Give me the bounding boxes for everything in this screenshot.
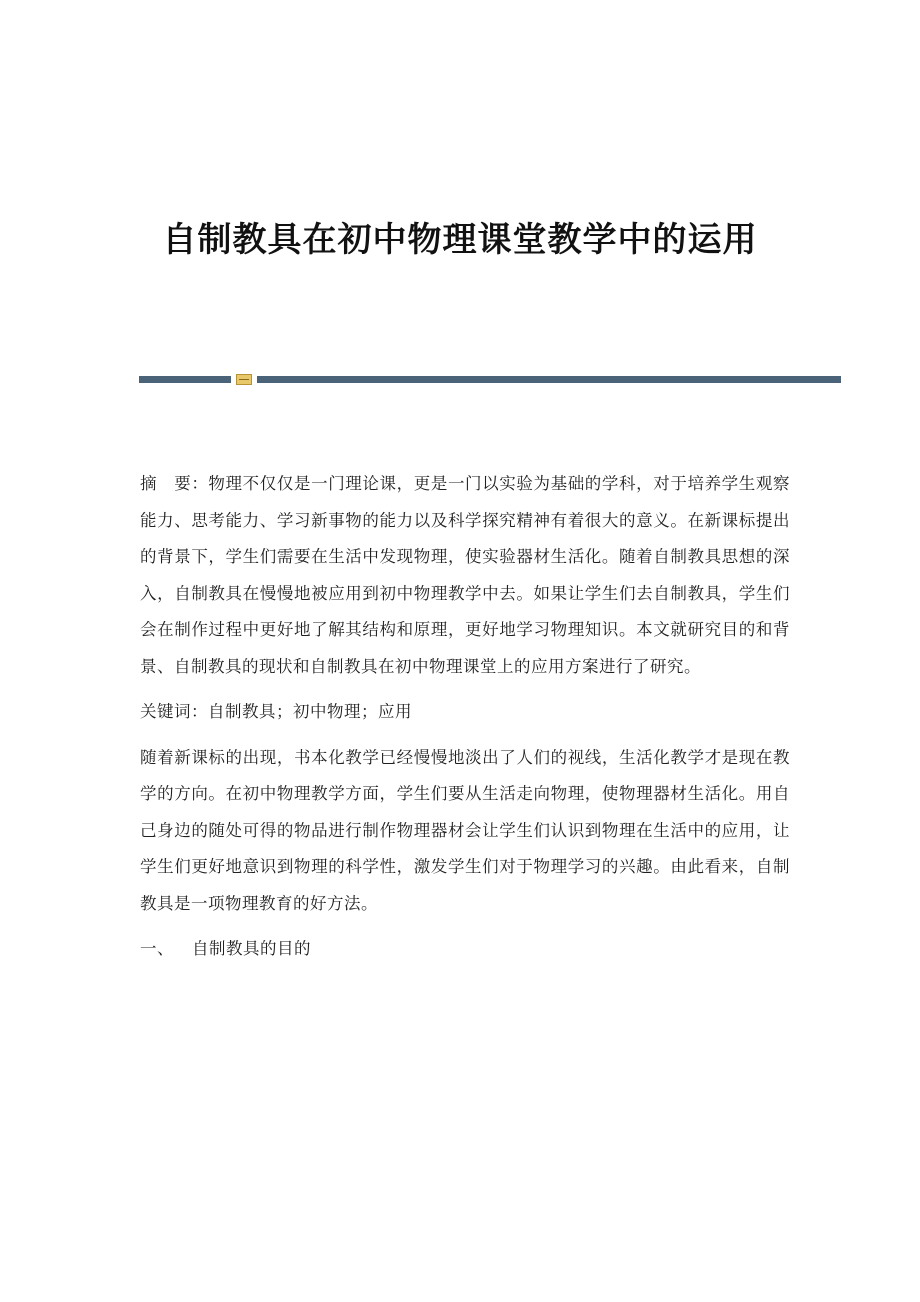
title-divider (139, 375, 841, 384)
abstract-paragraph: 摘 要：物理不仅仅是一门理论课，更是一门以实验为基础的学科，对于培养学生观察能力、思考能力、学习新事物的能力以及科学探究精神有着很大的意义。在新课标提出的背景下，学生们需要在生活中发现物理，使实验器材生活化。随着自制教具思想的深入，自制教具在慢慢地被应用到初中物理教学中去。如果让学生们去自制教具，学生们会在制作过程中更好地了解其结构和原理，更好地学习物理知识。本文就研究目的和背景、自制教具的现状和自制教具在初中物理课堂上的应用方案进行了研究。 (140, 474, 790, 676)
keywords-line: 关键词：自制教具；初中物理；应用 (140, 702, 412, 721)
divider-right-bar (257, 376, 841, 383)
section-heading-1 (140, 931, 790, 968)
divider-emblem-icon (236, 374, 252, 385)
intro-paragraph: 随着新课标的出现，书本化教学已经慢慢地淡出了人们的视线，生活化教学才是现在教学的方向。在初中物理教学方面，学生们要从生活走向物理，使物理器材生活化。用自己身边的随处可得的物品进行制作物理器材会让学生们认识到物理在生活中的应用，让学生们更好地意识到物理的科学性，激发学生们对于物理学习的兴趣。由此看来，自制教具是一项物理教育的好方法。 (140, 747, 790, 913)
document-body (140, 466, 790, 968)
section-number: 一、 (140, 939, 174, 958)
document-title: 自制教具在初中物理课堂教学中的运用 (162, 220, 758, 260)
section-title: 自制教具的目的 (192, 939, 311, 958)
divider-left-bar (139, 376, 231, 383)
